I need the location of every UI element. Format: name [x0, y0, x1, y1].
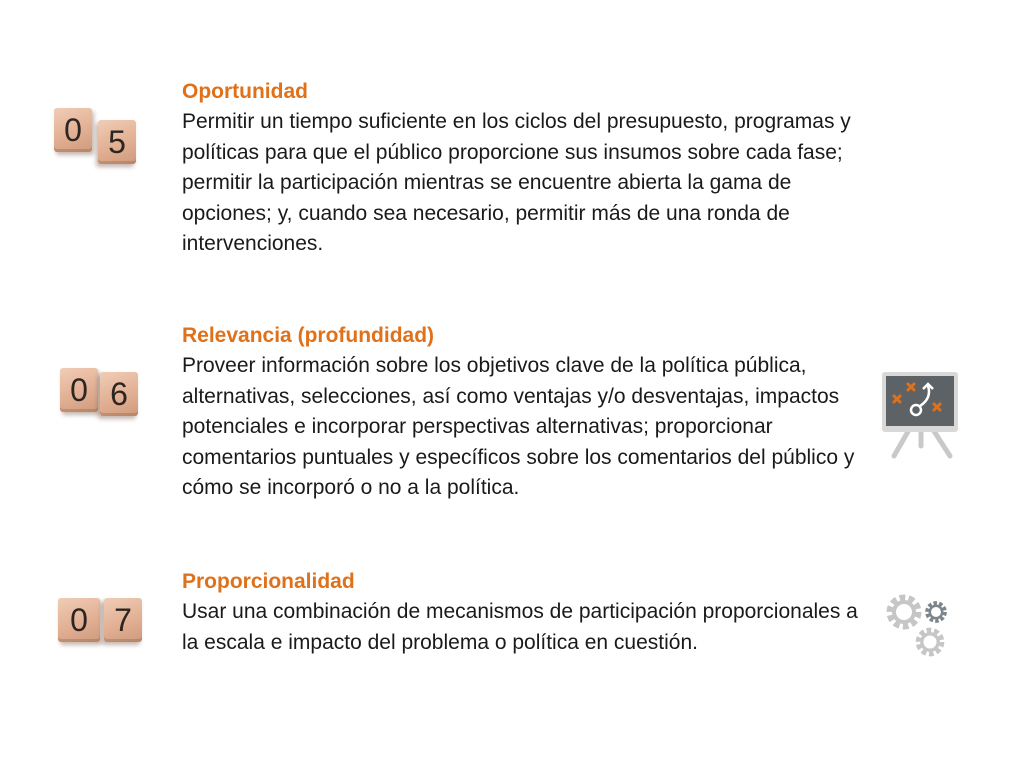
section-title: Oportunidad — [182, 80, 308, 103]
section-relevancia — [182, 320, 872, 504]
section-title: Proporcionalidad — [182, 570, 355, 593]
section-title: Relevancia (profundidad) — [182, 324, 435, 347]
digit-tile: 0 — [58, 598, 100, 642]
section-proporcionalidad — [182, 566, 872, 658]
section-body: Proveer información sobre los objetivos clave de la política pública, alternativas, selecciones, así como ventajas y/o desventajas, impactos potenciales e incorporar perspectivas alternativas; proporcionar comentarios puntuales y específicos sobre los comentarios del público y cómo se incorporó o no a la política. — [182, 354, 855, 500]
digit-tile: 7 — [104, 598, 142, 642]
digit-tile: 6 — [100, 372, 138, 416]
digit-tile: 5 — [98, 120, 136, 164]
section-body: Usar una combinación de mecanismos de participación proporcionales a la escala e impacto del problema o política en cuestión. — [182, 600, 858, 654]
section-oportunidad — [182, 76, 872, 260]
strategy-board-icon — [880, 368, 964, 465]
gears-icon — [878, 584, 958, 673]
digit-tile: 0 — [54, 108, 92, 152]
section-body: Permitir un tiempo suficiente en los ciclos del presupuesto, programas y políticas para que el público proporcione sus insumos sobre cada fase; permitir la participación mientras se encuentre abierta la gama de opciones; y, cuando sea necesario, permitir más de una ronda de intervenciones. — [182, 110, 851, 256]
digit-tile: 0 — [60, 368, 98, 412]
